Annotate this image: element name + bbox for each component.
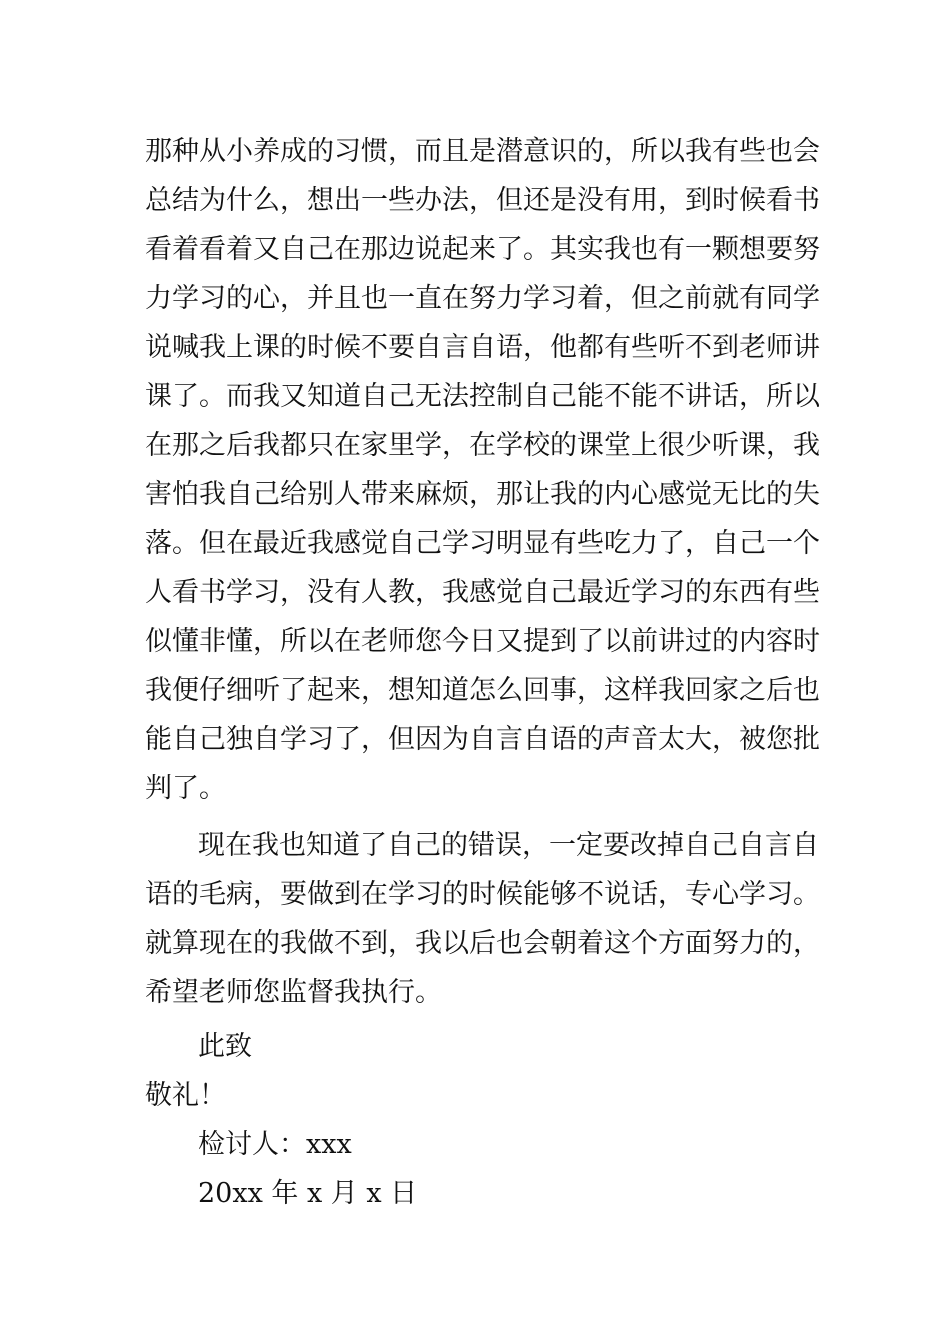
closing-text: 此致 [198, 1031, 252, 1062]
body-line: 总结为什么，想出一些办法，但还是没有用，到时候看书 [145, 185, 820, 216]
salutation-text: 敬礼！ [145, 1080, 226, 1111]
body-line: 人看书学习，没有人教，我感觉自己最近学习的东西有些 [145, 577, 820, 608]
body-line: 害怕我自己给别人带来麻烦，那让我的内心感觉无比的失 [145, 479, 820, 510]
body-line: 现在我也知道了自己的错误，一定要改掉自己自言自 [198, 830, 819, 861]
body-line: 就算现在的我做不到，我以后也会朝着这个方面努力的， [145, 928, 820, 959]
date-text: 20xx 年 x 月 x 日 [198, 1178, 418, 1209]
body-line: 那种从小养成的习惯，而且是潜意识的，所以我有些也会 [145, 136, 820, 167]
body-line: 说喊我上课的时候不要自言自语，他都有些听不到老师讲 [145, 332, 820, 363]
body-line: 看着看着又自己在那边说起来了。其实我也有一颗想要努 [145, 234, 820, 265]
body-line: 希望老师您监督我执行。 [145, 977, 442, 1008]
body-line: 课了。而我又知道自己无法控制自己能不能不讲话，所以 [145, 381, 820, 412]
signature-text: 检讨人：xxx [198, 1129, 352, 1160]
body-line: 在那之后我都只在家里学，在学校的课堂上很少听课，我 [145, 430, 820, 461]
body-line: 能自己独自学习了，但因为自言自语的声音太大，被您批 [145, 724, 820, 755]
body-line: 力学习的心，并且也一直在努力学习着，但之前就有同学 [145, 283, 820, 314]
body-line: 判了。 [145, 773, 226, 804]
body-line: 落。但在最近我感觉自己学习明显有些吃力了，自己一个 [145, 528, 820, 559]
body-line: 似懂非懂，所以在老师您今日又提到了以前讲过的内容时 [145, 626, 820, 657]
body-line: 我便仔细听了起来，想知道怎么回事，这样我回家之后也 [145, 675, 820, 706]
body-line: 语的毛病，要做到在学习的时候能够不说话，专心学习。 [145, 879, 820, 910]
